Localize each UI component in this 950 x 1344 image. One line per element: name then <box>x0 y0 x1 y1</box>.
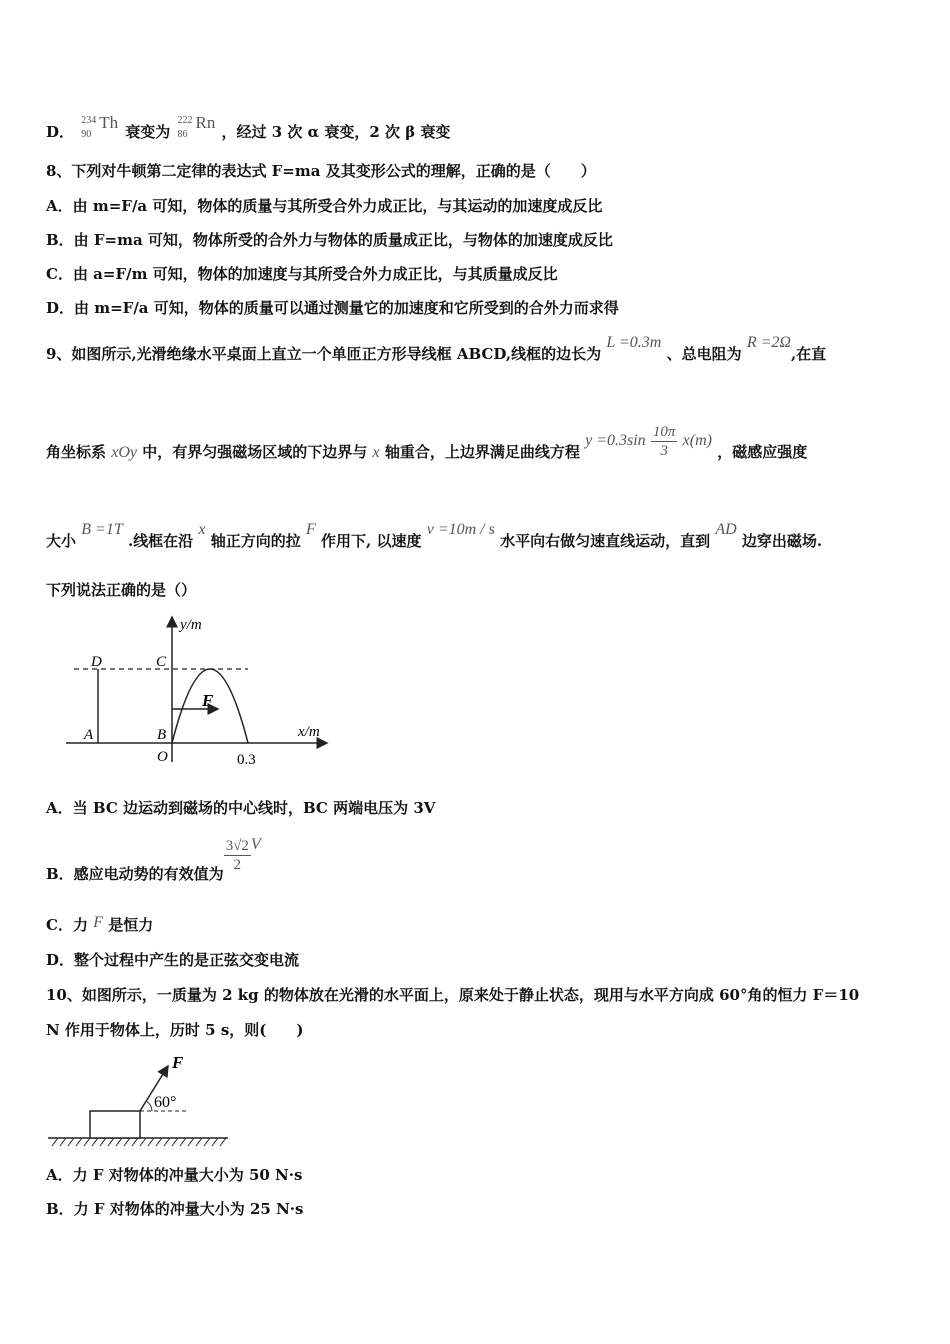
thorium-isotope <box>79 113 125 141</box>
math-boundary-curve <box>585 415 712 466</box>
q9-line3-e: 水平向右做匀速直线运动，直到 <box>500 532 711 550</box>
q9-line3-f: 边穿出磁场. <box>741 532 823 550</box>
q10-stem-line-2: N 作用于物体上，历时 5 s，则( ) <box>46 1021 304 1039</box>
q7-option-d-middle: 衰变为 <box>125 123 171 141</box>
q9-option-b <box>46 833 261 883</box>
q9-option-c-text-b: 是恒力 <box>108 916 154 934</box>
q10-option-b: B．力 F 对物体的冲量大小为 25 N·s <box>46 1200 304 1218</box>
q9-option-c <box>46 915 153 936</box>
x-axis-label: x/m <box>298 724 320 740</box>
q9-line2-b: 中，有界匀强磁场区域的下边界与 <box>142 443 368 461</box>
q9-line3-a: 大小 <box>46 532 77 550</box>
q9-line1-c: ,在直 <box>790 345 827 363</box>
math-emf-unit: V <box>250 835 261 853</box>
q9-line2-d: ，磁感应强度 <box>717 443 808 461</box>
math-resistance: R =2Ω <box>746 334 791 351</box>
math-curve-left: y =0.3sin <box>585 432 646 449</box>
point-c-label: C <box>156 654 167 670</box>
q9-line-3 <box>46 521 823 552</box>
q8-option-c: C．由 a=F/m 可知，物体的加速度与其所受合外力成正比，与其质量成反比 <box>46 265 558 283</box>
math-x-axis: x <box>372 444 380 461</box>
math-curve-fraction <box>651 423 678 460</box>
q9-option-d: D．整个过程中产生的是正弦交变电流 <box>46 951 300 969</box>
point-d-label: D <box>91 654 102 670</box>
q9-line-4: 下列说法正确的是（） <box>46 581 197 599</box>
q7-option-d <box>46 113 450 142</box>
math-curve-numerator: 10π <box>652 423 676 440</box>
radon-isotope <box>176 113 222 141</box>
q10-option-a: A．力 F 对物体的冲量大小为 50 N·s <box>46 1166 303 1184</box>
math-effective-emf <box>224 837 251 874</box>
q8-option-d: D．由 m=F/a 可知，物体的质量可以通过测量它的加速度和它所受到的合外力而求得 <box>46 299 619 317</box>
force-label: F <box>172 1053 184 1072</box>
block <box>90 1111 140 1138</box>
q9-option-a: A．当 BC 边运动到磁场的中心线时，BC 两端电压为 3V <box>46 799 436 817</box>
ground-hatching <box>52 1138 226 1146</box>
math-field-strength: B =1T <box>81 521 123 538</box>
math-curve-right: x(m) <box>682 432 712 449</box>
q8-option-b: B．由 F=ma 可知，物体所受的合外力与物体的质量成正比，与物体的加速度成反比 <box>46 231 613 249</box>
point-a-label: A <box>84 727 94 743</box>
q9-line2-a: 角坐标系 <box>46 443 107 461</box>
point-b-label: B <box>157 727 167 743</box>
radon-atomic-number: 86 <box>177 129 188 140</box>
q9-line3-d: 作用下, 以速度 <box>321 532 422 550</box>
q9-line1-a: 9、如图所示,光滑绝缘水平桌面上直立一个单匝正方形导线框 ABCD,线框的边长为 <box>46 345 602 363</box>
math-option-c-force: F <box>93 914 103 931</box>
thorium-mass-number: 234 <box>81 115 97 126</box>
q10-force-diagram <box>44 1050 234 1150</box>
angle-arc <box>146 1101 152 1111</box>
q9-line2-c: 轴重合，上边界满足曲线方程 <box>384 443 580 461</box>
radon-mass-number: 222 <box>177 115 193 126</box>
radon-symbol: Rn <box>195 113 216 132</box>
q9-line-2 <box>46 423 808 477</box>
q8-stem: 8、下列对牛顿第二定律的表达式 F=ma 及其变形公式的理解，正确的是（ ） <box>46 162 596 180</box>
thorium-atomic-number: 90 <box>81 129 92 140</box>
q9-magnetic-field-diagram <box>62 612 342 774</box>
q10-stem-line-1: 10、如图所示，一质量为 2 kg 的物体放在光滑的水平面上，原来处于静止状态，现用与水平方向成 60°角的恒力 F＝10 <box>46 986 860 1004</box>
math-coordinate-system: xOy <box>111 444 138 461</box>
q9-line3-c: 轴正方向的拉 <box>210 532 301 550</box>
angle-label: 60° <box>154 1094 177 1111</box>
q8-option-a: A．由 m=F/a 可知，物体的质量与其所受合外力成正比，与其运动的加速度成反比 <box>46 197 603 215</box>
math-emf-numerator: 3√2 <box>225 838 249 854</box>
math-x-direction: x <box>198 521 206 538</box>
x-tick-label: 0.3 <box>237 752 256 768</box>
y-axis-label: y/m <box>180 617 202 633</box>
q9-option-b-text: B．感应电动势的有效值为 <box>46 864 224 883</box>
math-side-length: L =0.3m <box>606 334 662 351</box>
q9-line1-b: 、总电阻为 <box>666 345 742 363</box>
origin-label: O <box>157 749 168 765</box>
force-label: F <box>202 691 214 710</box>
thorium-symbol: Th <box>99 113 119 132</box>
q9-line3-b: .线框在沿 <box>127 532 194 550</box>
q7-option-d-tail: ，经过 3 次 α 衰变，2 次 β 衰变 <box>221 123 451 141</box>
math-curve-denominator: 3 <box>660 442 668 459</box>
q9-option-c-text-a: C．力 <box>46 916 88 934</box>
math-emf-denominator: 2 <box>233 857 242 873</box>
math-edge-ad: AD <box>715 521 737 538</box>
math-velocity: v =10m / s <box>426 521 495 538</box>
math-force: F <box>306 521 316 538</box>
q9-line-1 <box>46 334 827 365</box>
q7-option-d-label: D． <box>46 123 75 141</box>
